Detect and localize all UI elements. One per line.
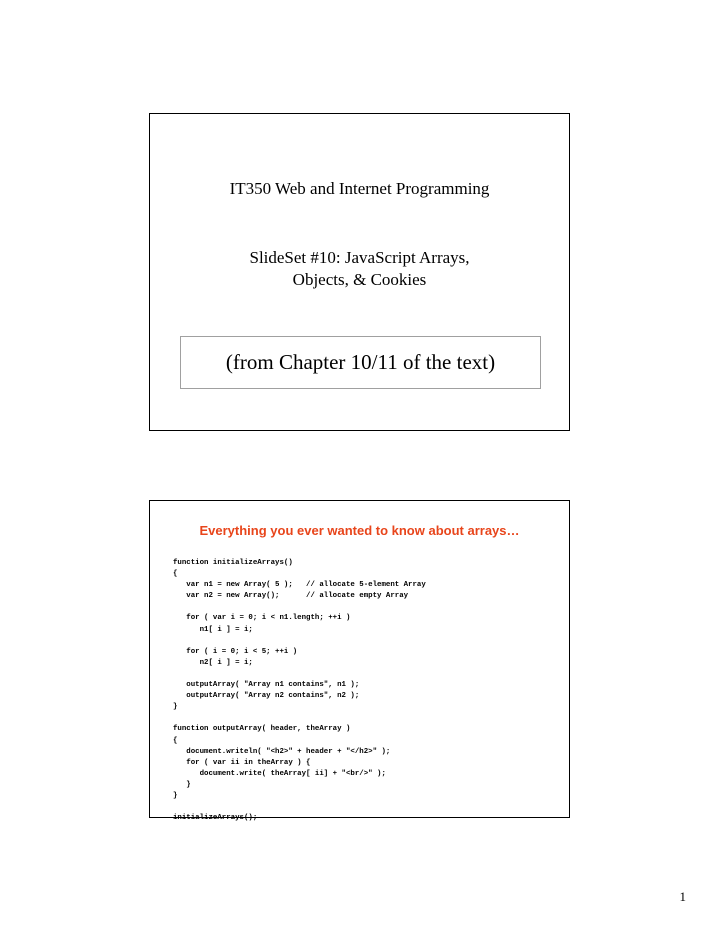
slide-2-heading: Everything you ever wanted to know about arrays… xyxy=(199,523,520,538)
slide-1-subtitle-line-1: SlideSet #10: JavaScript Arrays, xyxy=(249,248,470,267)
slide-1-subtitle xyxy=(150,247,569,291)
slide-1-title: IT350 Web and Internet Programming xyxy=(229,179,490,198)
slide-2-code-block: function initializeArrays() { var n1 = new Array( 5 ); // allocate 5-element Array var n2 = new Array(); // allocate empty Array for ( var i = 0; i < n1.length; ++i ) n1[ i ] = i; for ( i = 0; i < 5; ++i ) n2[ i ] = i; outputArray( "Array n1 contains", n1 ); outputArray( "Array n2 contains", n2 ); } function outputArray( header, theArray ) { document.writeln( "<h2>" + header + "</h2>" ); for ( var ii in theArray ) { document.write( theArray[ ii] + "<br/>" ); } } initializeArrays(); xyxy=(173,559,426,823)
slide-1 xyxy=(149,113,570,431)
slide-2 xyxy=(149,500,570,823)
slide-1-boxed-note: (from Chapter 10/11 of the text) xyxy=(180,336,541,389)
slide-1-subtitle-line-2: Objects, & Cookies xyxy=(292,270,427,289)
page-number: 1 xyxy=(679,889,686,904)
